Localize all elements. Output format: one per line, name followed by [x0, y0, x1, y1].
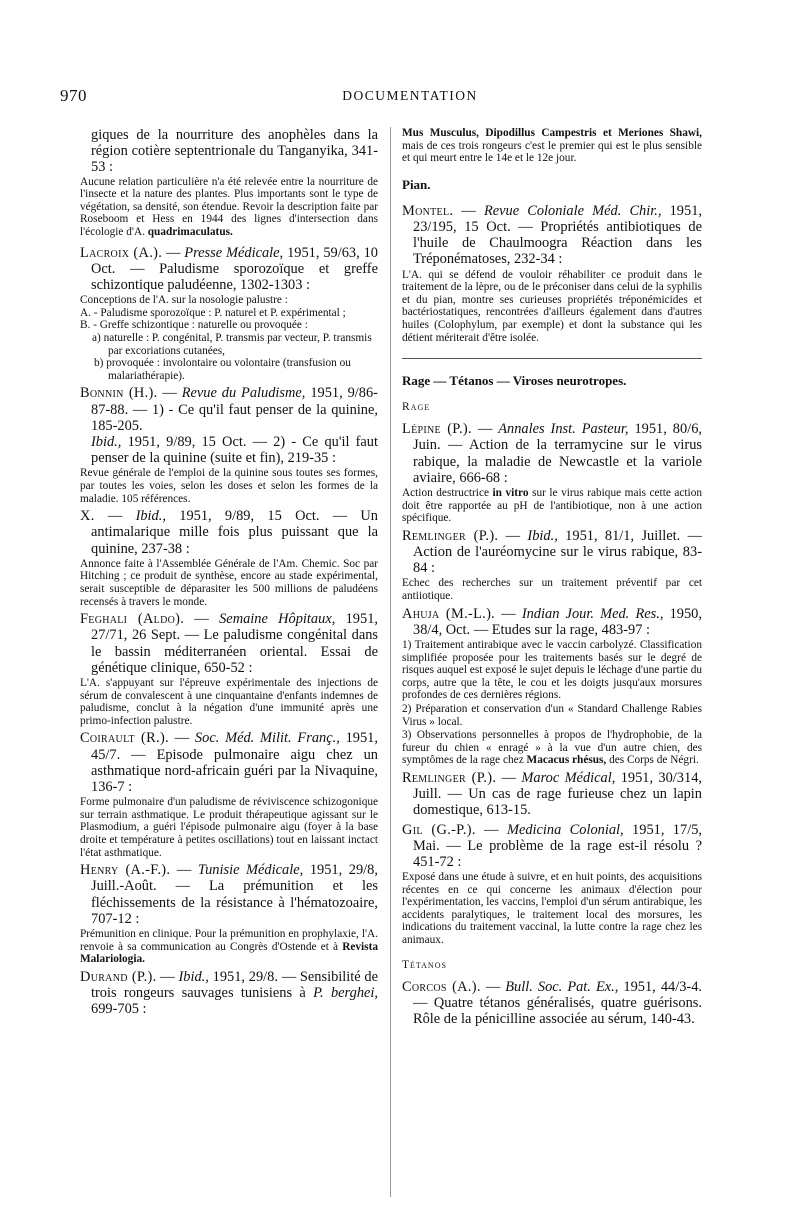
- author: Remlinger (P.).: [402, 527, 499, 544]
- journal: Maroc Médical,: [521, 769, 616, 786]
- entry-heading-2: Ibid., 1951, 9/89, 15 Oct. — 2) - Ce qu'il faut penser de la quinine (suite et fin), 219-35 :: [91, 433, 378, 467]
- entry-corcos: [402, 979, 702, 1028]
- journal: Ibid.,: [527, 527, 558, 544]
- entry-remlinger-1: [402, 528, 702, 603]
- entry-heading: Lacroix (A.). — Presse Médicale, 1951, 59/63, 10 Oct. — Paludisme sporozoïque et greffe schizontique paludéenne, 1302-1303 :: [80, 244, 378, 293]
- page-number: 970: [60, 86, 87, 105]
- right-column: [402, 127, 702, 1222]
- journal: Revue du Paludisme,: [181, 385, 306, 402]
- continued-heading: giques de la nourriture des anophèles dans la région cotière septentrionale du Tanganyika, 341-53 :: [91, 127, 378, 176]
- author: Ahuja (M.-L.).: [402, 605, 496, 622]
- entry-summary: 2) Préparation et conservation d'un « Standard Challenge Rabies Virus » local.: [402, 702, 702, 728]
- entry-summary: Prémunition en clinique. Pour la prémunition en prophylaxie, l'A. renvoie à sa communication au Congrès d'Ostende et à Revista Malariologia.: [80, 927, 378, 966]
- author: Lacroix (A.).: [80, 244, 163, 261]
- entry-heading: Lépine (P.). — Annales Inst. Pasteur, 1951, 80/6, Juin. — Action de la terramycine sur le virus rabique, la maladie de Newcastle et la variole aviaire, 666-68 :: [402, 421, 702, 486]
- entry-gil: [402, 822, 702, 947]
- journal: Ibid.,: [178, 968, 209, 985]
- list-item: A. - Paludisme sporozoïque : P. naturel et P. expérimental ;: [80, 306, 346, 319]
- entry-lepine: [402, 421, 702, 525]
- entry-summary: L'A. qui se défend de vouloir réhabiliter ce produit dans le traitement de la lèpre, ou de le préconiser dans celui de la syphilis et du pian, montre ses curieuses propriétés tréponémicides et bactériostatiques, rencontrées d'ailleurs également dans d'autres huiles (Colophylum, par exemple) et dont la substance qui les détient mériterait d'être isolée.: [402, 268, 702, 344]
- entry-summary: 3) Observations personnelles à propos de l'hydrophobie, de la fureur du chien « enragé » à la vue d'un autre chien, des symptômes de la rage chez Macacus rhésus, des Corps de Négri.: [402, 729, 702, 767]
- entry-summary: Action destructrice in vitro sur le virus rabique mais cette action doit être rapportée au pH de l'antibiotique, non à une action spécifique.: [402, 486, 702, 525]
- entry-x: [80, 508, 378, 608]
- entry-heading: Feghali (Aldo). — Semaine Hôpitaux, 1951, 27/71, 26 Sept. — Le paludisme congénital dans le bassin méditerranéen oriental. Essai de génétique clinique, 650-52 :: [80, 611, 378, 676]
- journal: Medicina Colonial,: [506, 821, 624, 838]
- author: Feghali (Aldo).: [80, 611, 185, 628]
- journal: Ibid.,: [135, 508, 166, 525]
- entry-montel: [402, 203, 702, 344]
- entry-ahuja: [402, 606, 702, 767]
- entry-heading: Ahuja (M.-L.). — Indian Jour. Med. Res., 1950, 38/4, Oct. — Etudes sur la rage, 483-97 :: [402, 605, 702, 638]
- entry-feghali: [80, 611, 378, 727]
- author: Remlinger (P.).: [402, 769, 497, 786]
- entry-heading: Corcos (A.). — Bull. Soc. Pat. Ex., 1951, 44/3-4. — Quatre tétanos généralisés, quatre guérisons. Rôle de la pénicilline associée au sérum, 140-43.: [402, 978, 702, 1028]
- entry-summary: Annonce faite à l'Assemblée Générale de l'Am. Chemic. Soc par Hitching ; ce produit de synthèse, encore au stade expérimental, serait susceptible de déparasiter les 500 millions de paludéens recensés à travers le monde.: [80, 557, 378, 608]
- entry-lacroix: [80, 245, 378, 383]
- journal: Semaine Hôpitaux,: [219, 611, 336, 628]
- journal: Soc. Méd. Milit. Franç.,: [194, 730, 340, 747]
- author: Bonnin (H.).: [80, 385, 158, 402]
- entry-heading: Coirault (R.). — Soc. Méd. Milit. Franç., 1951, 45/7. — Episode pulmonaire aigu chez un asthmatique nord-africain guéri par la Nivaquine, 136-7 :: [80, 730, 378, 795]
- section-heading: Pian.: [402, 176, 431, 192]
- entry-heading: X. — Ibid., 1951, 9/89, 15 Oct. — Un antimalarique mille fois plus puissant que la quinine, 237-38 :: [80, 508, 378, 557]
- author: Lépine (P.).: [402, 421, 472, 438]
- entry-summary: Forme pulmonaire d'un paludisme de réviviscence schizogonique sur terrain asthmatique. Le produit thérapeutique agissant sur le Plasmodium, a guéri l'épisode pulmonaire aigu (foyer à la base droite et température à petites oscillations) tout en laissant inctact l'état asthmatique.: [80, 796, 378, 859]
- journal: Annales Inst. Pasteur,: [498, 421, 629, 438]
- classification-list: [80, 307, 378, 383]
- entry-summary: Conceptions de l'A. sur la nosologie palustre :: [80, 294, 288, 307]
- column-divider: [390, 127, 391, 1197]
- entry-heading: Remlinger (P.). — Maroc Médical, 1951, 30/314, Juill. — Un cas de rage furieuse chez un lapin domestique, 613-15.: [402, 769, 702, 819]
- list-item: b) provoquée : involontaire ou volontaire (transfusion ou malariathérapie).: [94, 357, 351, 382]
- entry-henry: [80, 862, 378, 966]
- entry-heading: Bonnin (H.). — Revue du Paludisme, 1951, 9/86-87-88. — 1) - Ce qu'il faut penser de la quinine, 185-205.: [80, 385, 378, 434]
- entry-summary: L'A. s'appuyant sur l'épreuve expérimentale des injections de sérum de convalescent à une cinquantaine d'enfants indemnes de paludisme, conclut à la négation d'une immunité après une primo-infection palustre.: [80, 676, 378, 727]
- list-item: a) naturelle : P. congénital, P. transmis par vecteur, P. transmis par excoriations cutanées,: [92, 331, 372, 357]
- author: Durand (P.).: [80, 968, 157, 985]
- left-column: [80, 127, 378, 1222]
- entry-summary: Echec des recherches sur un traitement préventif par cet antiiotique.: [402, 577, 702, 602]
- entry-heading: Henry (A.-F.). — Tunisie Médicale, 1951, 29/8, Juill.-Août. — La prémunition et les fléchissements de la résistance à l'hématozoaire, 707-12 :: [80, 862, 378, 927]
- list-item: B. - Greffe schizontique : naturelle ou provoquée :: [80, 319, 308, 332]
- page-header: [60, 86, 760, 110]
- entry-coirault: [80, 730, 378, 859]
- section-heading: Rage — Tétanos — Viroses neurotropes.: [402, 358, 702, 389]
- journal: Revue Coloniale Méd. Chir.,: [483, 202, 662, 219]
- journal: Tunisie Médicale,: [197, 862, 304, 879]
- entry-remlinger-2: [402, 770, 702, 819]
- entry-summary: Revue générale de l'emploi de la quinine sous toutes ses formes, par toutes les voies, selon les doses et selon les formes de la maladie. 105 références.: [80, 467, 378, 505]
- entry-heading: Gil (G.-P.). — Medicina Colonial, 1951, 17/5, Mai. — Le problème de la rage est-il résolu ? 451-72 :: [402, 821, 702, 870]
- entry-summary: 1) Traitement antirabique avec le vaccin carbolyzé. Classification simplifiée proposée pour les traitements basés sur le degré de risques auquel est exposé le sujet depuis le léchage d'une partie du corps, autre que la tête, le cou et les doigts jusqu'aux morsures profondes de ces dernières régions.: [402, 638, 702, 702]
- entry-durand: [80, 969, 378, 1018]
- author: Coirault (R.).: [80, 730, 169, 747]
- subsection-heading: Rage: [402, 401, 431, 414]
- running-title: DOCUMENTATION: [342, 88, 478, 103]
- entry-heading: Remlinger (P.). — Ibid., 1951, 81/1, Juillet. — Action de l'auréomycine sur le virus rabique, 83-84 :: [402, 527, 702, 577]
- journal: Indian Jour. Med. Res.,: [521, 605, 664, 622]
- continued-summary: Mus Musculus, Dipodillus Campestris et Meriones Shawi, mais de ces trois rongeurs c'est le premier qui est le plus sensible et qui meurt entre le 14e et le 12e jour.: [402, 127, 702, 165]
- journal: Presse Médicale,: [184, 244, 284, 261]
- author: Corcos (A.).: [402, 978, 481, 995]
- author: X.: [80, 508, 95, 525]
- journal: Bull. Soc. Pat. Ex.,: [505, 978, 619, 995]
- author: Montel.: [402, 202, 454, 219]
- entry-summary: Exposé dans une étude à suivre, et en huit points, des acquisitions récentes en ce qui concerne les animaux d'élection pour l'expérimentation, les vaccins, l'emploi d'un sérum antirabique, les accidents paralytiques, le traitement local des morsures, les indications du traitement vaccinal, la lutte contre la rage chez les animaux.: [402, 871, 702, 947]
- subsection-heading: Tétanos: [402, 958, 447, 971]
- author: Gil (G.-P.).: [402, 821, 476, 838]
- author: Henry (A.-F.).: [80, 862, 171, 879]
- entry-bonnin: [80, 385, 378, 505]
- entry-heading: Montel. — Revue Coloniale Méd. Chir., 1951, 23/195, 15 Oct. — Propriétés antibiotiques de l'huile de Chaulmoogra Réaction dans les Tréponématoses, 232-34 :: [402, 202, 702, 268]
- continued-summary: Aucune relation particulière n'a été relevée entre la nourriture de l'insecte et la nature des plantes. Plus importants sont le type de végétation, sa densité, son étendue. Revoir la description faite par Roseboom et Hess en 1944 des lignes d'intersection dans l'écologie d'A. quadrimaculatus.: [80, 175, 378, 238]
- entry-heading: Durand (P.). — Ibid., 1951, 29/8. — Sensibilité de trois rongeurs sauvages tunisiens à P. berghei, 699-705 :: [80, 968, 378, 1018]
